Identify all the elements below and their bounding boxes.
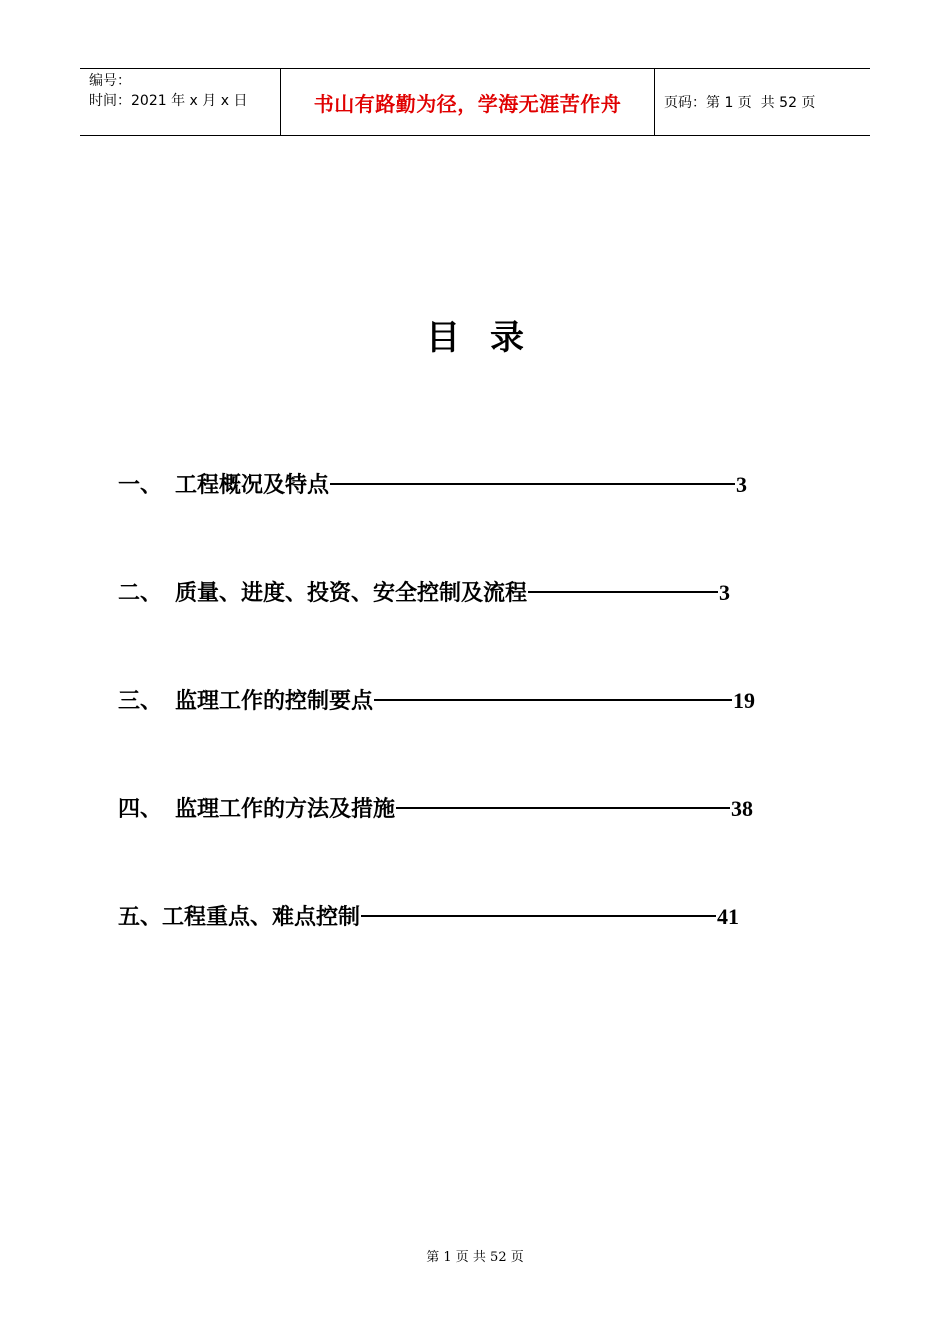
- header-page-cell: [655, 69, 870, 135]
- toc-item[interactable]: [118, 576, 730, 607]
- toc-item-text: 质量、进度、投资、安全控制及流程: [175, 580, 528, 606]
- toc-item-page: 3: [719, 580, 731, 605]
- toc-item-number: 一、: [118, 472, 163, 498]
- toc-item-leader: [374, 699, 732, 701]
- toc-item-page: 19: [733, 688, 756, 713]
- toc-item-page: 38: [731, 796, 754, 821]
- toc-item-number: 四、: [118, 796, 163, 822]
- toc-item-text: 工程概况及特点: [175, 472, 330, 498]
- toc-title: 目录: [426, 318, 554, 358]
- header-meta-cell: [80, 69, 281, 135]
- document-number-label: 编号：: [89, 73, 131, 89]
- document-time-label: 时间：2021 年 x 月 x 日: [89, 93, 248, 109]
- page-footer: 第 1 页 共 52 页: [426, 1250, 524, 1265]
- toc-item-leader: [361, 915, 716, 917]
- toc-item[interactable]: [118, 468, 747, 499]
- header-page-info: 页码：第 1 页 共 52 页: [664, 95, 816, 111]
- toc-item-text: 监理工作的控制要点: [175, 688, 374, 714]
- document-header: [80, 68, 870, 136]
- toc-item-page: 3: [736, 472, 748, 497]
- toc-item[interactable]: [118, 684, 755, 715]
- toc-item[interactable]: [118, 900, 739, 931]
- toc-item-text: 监理工作的方法及措施: [175, 796, 396, 822]
- toc-item-number: 二、: [118, 580, 163, 606]
- toc-item-text: 工程重点、难点控制: [162, 904, 361, 930]
- toc-item[interactable]: [118, 792, 753, 823]
- toc-item-leader: [528, 591, 718, 593]
- header-motto: 书山有路勤为径，学海无涯苦作舟: [313, 91, 622, 116]
- header-motto-cell: [281, 69, 655, 135]
- toc-item-page: 41: [717, 904, 740, 929]
- toc-item-number: 三、: [118, 688, 163, 714]
- toc-item-leader: [330, 483, 735, 485]
- toc-item-leader: [396, 807, 730, 809]
- toc-item-number: 五、: [118, 904, 163, 930]
